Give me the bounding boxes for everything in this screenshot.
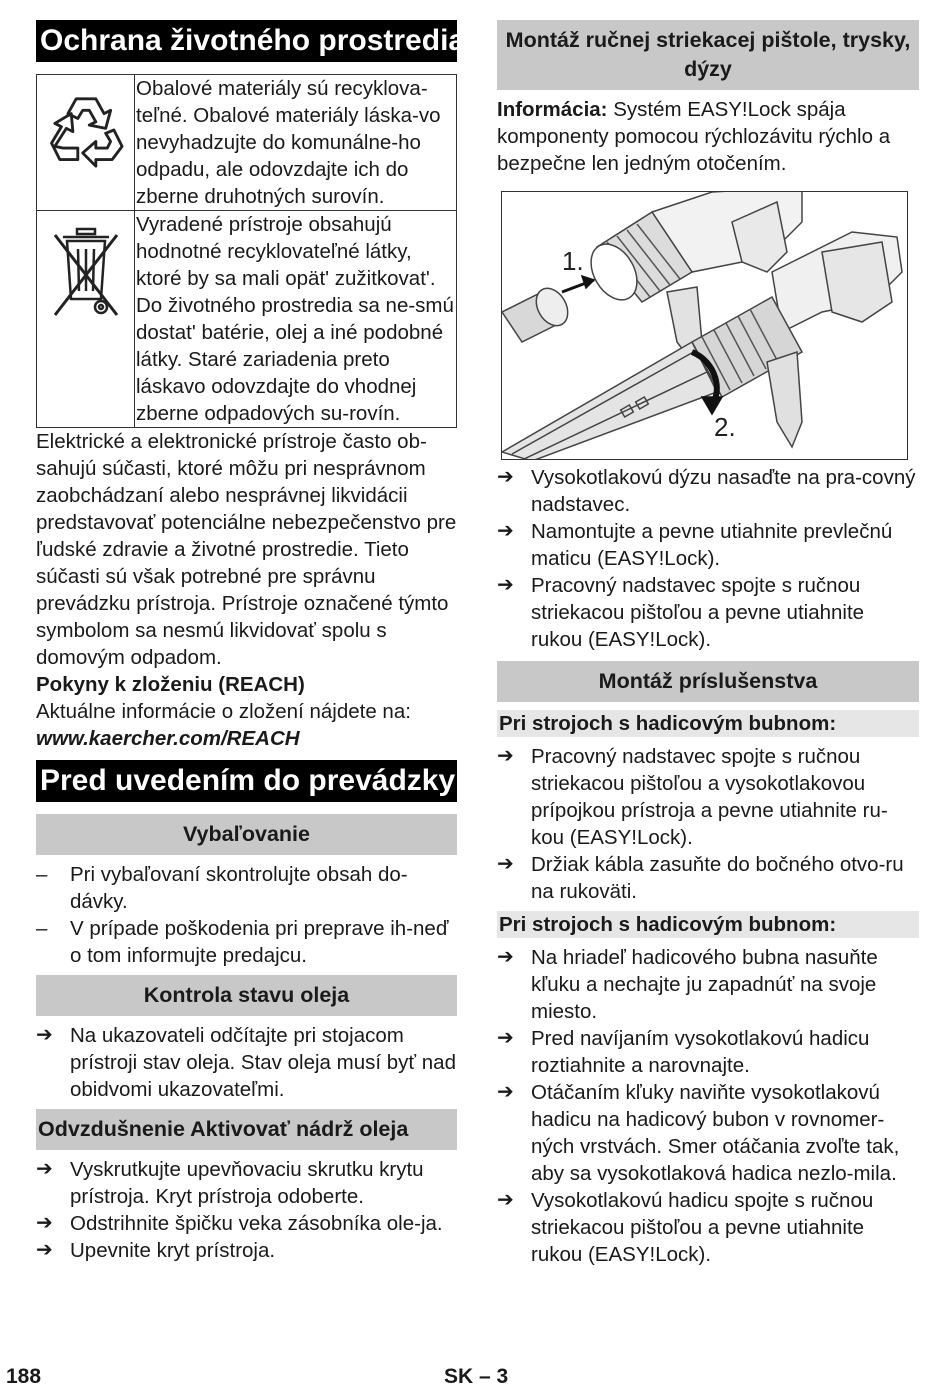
right-column <box>497 20 919 1268</box>
illustration-label-2: 2. <box>714 412 736 442</box>
env-row-recycle <box>37 75 457 211</box>
environment-table <box>36 74 457 428</box>
arrow-icon: ➔ <box>497 574 514 596</box>
list-item: – V prípade poškodenia pri preprave ih-neď o tom informujte predajcu. <box>36 917 449 967</box>
list-item: ➔ Pred navíjaním vysokotlakovú hadicu roztiahnite a narovnajte. <box>497 1027 870 1077</box>
list-item: ➔ Namontujte a pevne utiahnite prevlečnú maticu (EASY!Lock). <box>497 520 893 570</box>
oil-check-heading: Kontrola stavu oleja <box>36 975 457 1016</box>
arrow-icon: ➔ <box>36 1239 53 1261</box>
arrow-icon: ➔ <box>497 853 514 875</box>
left-column <box>36 20 466 1264</box>
spray-gun-drawing <box>502 192 908 460</box>
reach-link[interactable]: www.kaercher.com/REACH <box>36 727 300 750</box>
dash-marker: – <box>36 917 48 940</box>
list-item: ➔ Upevnite kryt prístroja. <box>36 1239 276 1262</box>
env-icon-cell <box>37 75 135 211</box>
page-number: 188 <box>6 1365 42 1386</box>
list-item: ➔ Otáčaním kľuky naviňte vysokotlakovú hadicu na hadicový bubon v rovnomer-ných vrstvách. Smer otáčania zvoľte tak, aby sa vysokotlaková hadica nezlo-mila. <box>497 1081 900 1185</box>
electro-paragraph: Elektrické a elektronické prístroje často ob-sahujú súčasti, ktoré môžu pri nesprávnom zaobchádzaní alebo nesprávnej likvidácii predstavovať potenciálne nebezpečenstvo pre ľudské zdravie a životné prostredie. Tieto súčasti sú však potrebné pre správnu prevádzku prístroja. Prístroje označené týmto symbolom sa nesmú likvidovať spolu s domovým odpadom. <box>36 430 457 669</box>
unpacking-list <box>36 861 457 969</box>
vent-heading: Odvzdušnenie Aktivovať nádrž oleja <box>36 1109 457 1150</box>
accessories-heading: Montáž príslušenstva <box>497 661 919 702</box>
gun-mount-heading: Montáž ručnej striekacej pištole, trysky, dýzy <box>497 20 919 90</box>
arrow-icon: ➔ <box>497 466 514 488</box>
info-text: Systém EASY!Lock spája komponenty pomocou rýchlozávitu rýchlo a bezpečne len jedným otočením. <box>497 98 891 175</box>
gun-mount-list <box>497 464 919 653</box>
hose-drum-subheading-2: Pri strojoch s hadicovým bubnom: <box>497 911 919 938</box>
list-item: ➔ Odstrihnite špičku veka zásobníka ole-ja. <box>36 1212 443 1235</box>
crossed-bin-icon <box>51 225 121 321</box>
list-item: ➔ Na ukazovateli odčítajte pri stojacom prístroji stav oleja. Stav oleja musí byť nad obidvomi ukazovateľmi. <box>36 1024 456 1101</box>
unpacking-heading: Vybaľovanie <box>36 814 457 855</box>
hose-drum-list-1 <box>497 743 919 905</box>
env-text-cell: Vyradené prístroje obsahujú hodnotné recyklovateľné látky, ktoré by sa mali opät' zužitkovat'. Do životného prostredia sa ne-smú dostat' batérie, olej a iné podobné látky. Staré zariadenia preto láskavo odovzdajte do vhodnej zberne odpadových su-rovín. <box>135 211 457 428</box>
info-paragraph <box>497 96 919 177</box>
arrow-icon: ➔ <box>497 1027 514 1049</box>
arrow-icon: ➔ <box>36 1158 53 1180</box>
list-item: ➔ Vysokotlakovú dýzu nasaďte na pra-covný nadstavec. <box>497 466 916 516</box>
hose-drum-subheading-1: Pri strojoch s hadicovým bubnom: <box>497 710 919 737</box>
arrow-icon: ➔ <box>36 1212 53 1234</box>
illustration-label-1: 1. <box>562 246 584 276</box>
list-item: ➔ Na hriadeľ hadicového bubna nasuňte kľuku a nechajte ju zapadnúť na svoje miesto. <box>497 946 878 1023</box>
arrow-icon: ➔ <box>497 745 514 767</box>
recycle-icon <box>45 89 127 171</box>
arrow-icon: ➔ <box>497 520 514 542</box>
environment-title: Ochrana životného prostredia <box>36 20 457 62</box>
env-row-weee <box>37 211 457 428</box>
list-item: ➔ Pracovný nadstavec spojte s ručnou striekacou pištoľou a pevne utiahnite rukou (EASY!Lock). <box>497 574 865 651</box>
list-item: ➔ Vysokotlakovú hadicu spojte s ručnou striekacou pištoľou a pevne utiahnite rukou (EASY!Lock). <box>497 1189 874 1266</box>
easylock-illustration <box>501 191 908 460</box>
dash-marker: – <box>36 863 48 886</box>
list-item: ➔ Vyskrutkujte upevňovaciu skrutku krytu prístroja. Kryt prístroja odoberte. <box>36 1158 424 1208</box>
list-item: ➔ Pracovný nadstavec spojte s ručnou striekacou pištoľou a vysokotlakovou prípojkou prístroja a pevne utiahnite ru-kou (EASY!Lock). <box>497 745 888 849</box>
list-item: ➔ Držiak kábla zasuňte do bočného otvo-ru na rukoväti. <box>497 853 904 903</box>
arrow-icon: ➔ <box>497 946 514 968</box>
arrow-icon: ➔ <box>497 1081 514 1103</box>
env-icon-cell <box>37 211 135 428</box>
info-label: Informácia: <box>497 98 608 121</box>
reach-heading: Pokyny k zloženiu (REACH) <box>36 673 305 696</box>
arrow-icon: ➔ <box>36 1024 53 1046</box>
oil-check-list <box>36 1022 457 1103</box>
list-item: – Pri vybaľovaní skontrolujte obsah do-dávky. <box>36 863 408 913</box>
hose-drum-list-2 <box>497 944 919 1268</box>
env-text-cell: Obalové materiály sú recyklova-teľné. Obalové materiály láska-vo nevyhadzujte do komunálne-ho odpadu, ale odovzdajte ich do zberne druhotných surovín. <box>135 75 457 211</box>
reach-text: Aktuálne informácie o zložení nájdete na: <box>36 700 411 723</box>
arrow-icon: ➔ <box>497 1189 514 1211</box>
section-code: SK – 3 <box>444 1365 509 1386</box>
vent-list <box>36 1156 457 1264</box>
commissioning-title: Pred uvedením do prevádzky <box>36 760 457 802</box>
